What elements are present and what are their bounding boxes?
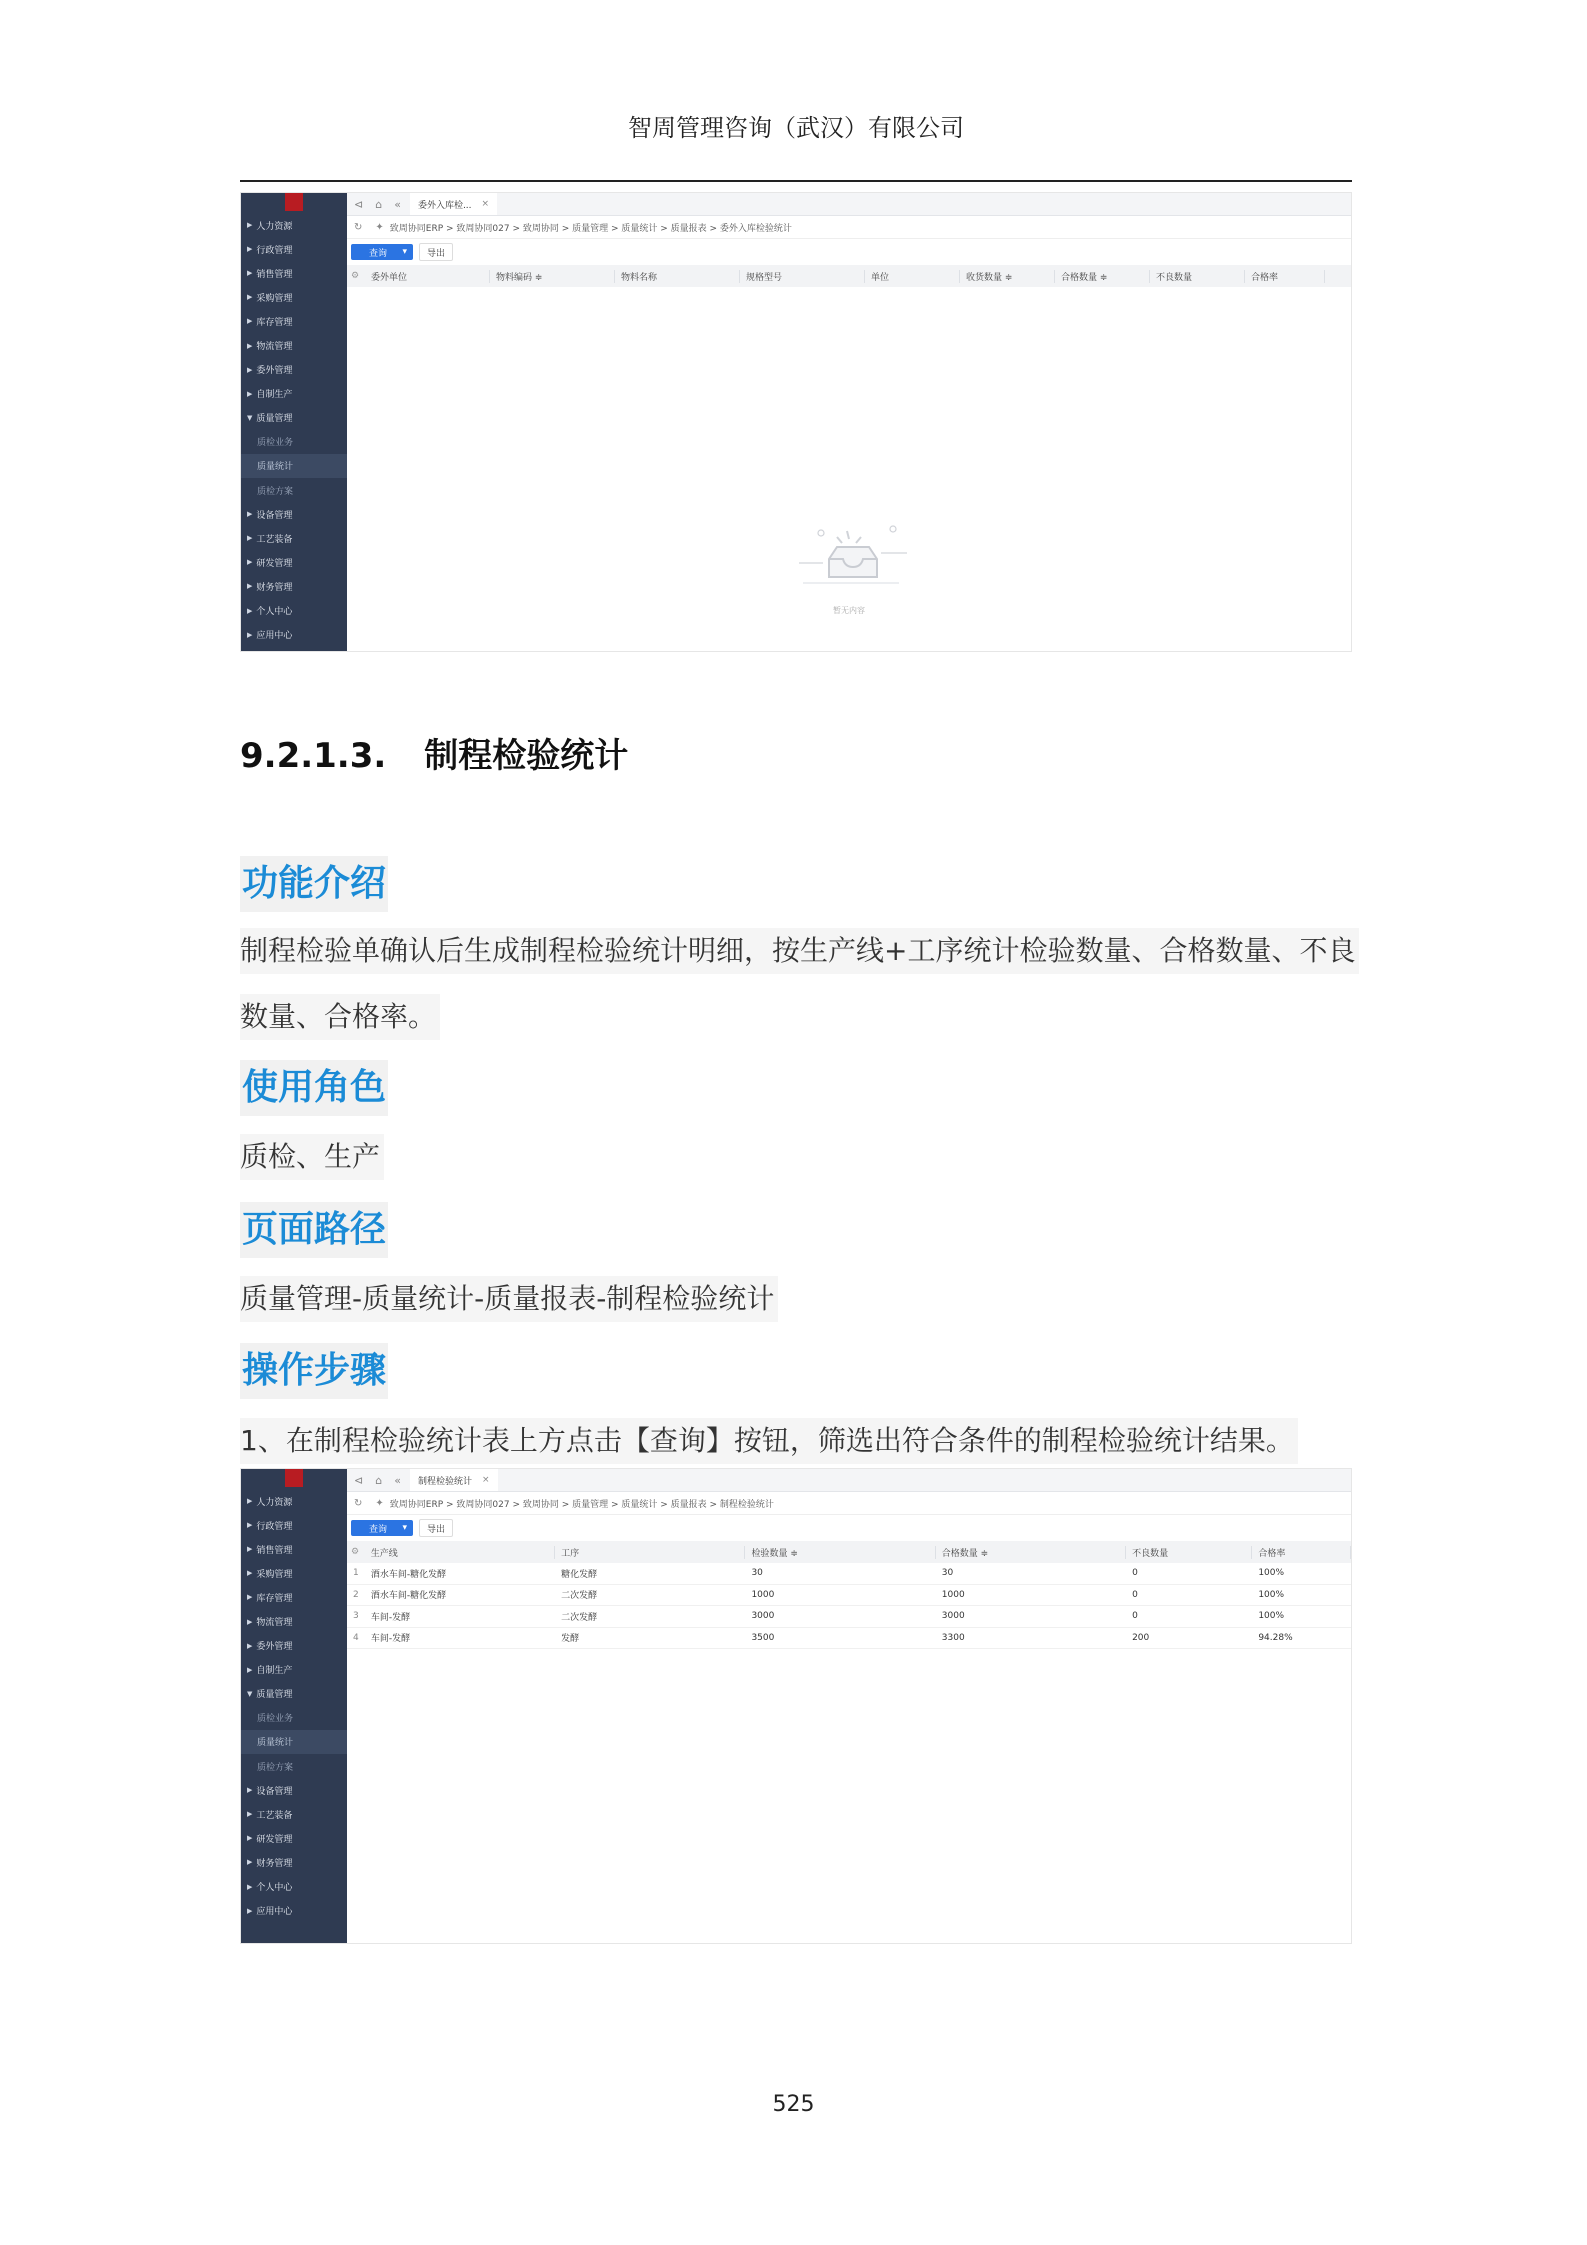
table-header: [347, 265, 1351, 287]
double-left-icon[interactable]: «: [394, 197, 401, 211]
table-cell-line: 车间-发酵: [370, 1612, 411, 1623]
caret-right-icon: ▶: [247, 606, 253, 615]
intro-line-2: 数量、合格率。: [240, 994, 440, 1040]
sidebar-item-label: 物流管理: [256, 1618, 293, 1629]
roles-text: 质检、生产: [240, 1134, 384, 1180]
sidebar-list: [241, 1489, 347, 1923]
sidebar-item-label: 库存管理: [256, 1593, 293, 1604]
caret-right-icon: ▶: [247, 630, 253, 639]
breadcrumb-text: 致周协同ERP > 致周协同027 > 致周协同 > 质量管理 > 质量统计 > 质量报表 > 委外入库检验统计: [389, 223, 792, 234]
caret-right-icon: ▶: [247, 341, 253, 350]
sidebar-item-label: 行政管理: [256, 245, 293, 256]
sidebar-item[interactable]: [241, 1585, 347, 1609]
sidebar-item[interactable]: [241, 599, 347, 623]
caret-right-icon: ▶: [247, 389, 253, 398]
sidebar-item[interactable]: [241, 1754, 347, 1778]
toolbar: [347, 239, 1351, 265]
table-cell-qualified: 30: [941, 1568, 954, 1579]
home-icon[interactable]: ⌂: [375, 1473, 383, 1487]
table-cell-inspected: 3500: [751, 1632, 775, 1643]
sidebar-item[interactable]: [241, 237, 347, 261]
toolbar: [347, 1515, 1351, 1541]
export-button[interactable]: 导出: [419, 243, 453, 261]
table-cell-inspected: 30: [751, 1568, 763, 1579]
caret-right-icon: ▶: [247, 1497, 253, 1506]
section-number: 9.2.1.3.: [240, 736, 387, 776]
table-cell-process: 糖化发酵: [561, 1569, 598, 1580]
row-index: 4: [353, 1632, 359, 1643]
sidebar-item[interactable]: [241, 550, 347, 574]
caret-right-icon: ▶: [247, 1521, 253, 1530]
heading-steps: 操作步骤: [240, 1343, 388, 1399]
section-title-text: 制程检验统计: [424, 736, 629, 776]
caret-right-icon: ▶: [247, 1593, 253, 1602]
refresh-icon[interactable]: ↻: [354, 1497, 363, 1509]
column-header[interactable]: 单位: [865, 270, 960, 283]
table-cell-line: 酒水车间-糖化发酵: [370, 1591, 447, 1602]
sidebar-item[interactable]: [241, 526, 347, 550]
query-button[interactable]: 查询 ▾: [351, 244, 413, 260]
sidebar-item-label: 质量统计: [257, 1738, 294, 1749]
refresh-icon[interactable]: ↻: [354, 221, 363, 233]
sidebar-item-label: 质量管理: [256, 414, 293, 425]
sidebar-item-label: 采购管理: [256, 1569, 293, 1580]
table-cell-rate: 94.28%: [1258, 1632, 1293, 1643]
sidebar-item[interactable]: [241, 1778, 347, 1802]
sidebar-item[interactable]: [241, 333, 347, 357]
sidebar-item[interactable]: [241, 1826, 347, 1850]
screenshot-outsourced-inspection: [240, 192, 1352, 652]
column-header[interactable]: 合格数量 ≑: [936, 1546, 1126, 1559]
sidebar-item-label: 应用中心: [256, 1907, 293, 1918]
sidebar-item[interactable]: [241, 406, 347, 430]
tab-label: 制程检验统计: [417, 1476, 472, 1487]
collapse-icon[interactable]: ⊲: [354, 197, 364, 211]
table-cell-defective: 0: [1132, 1568, 1138, 1579]
row-index: 2: [353, 1589, 359, 1600]
sidebar-item-label: 质检业务: [257, 1714, 294, 1725]
app-logo: [241, 193, 347, 211]
table-cell-inspected: 1000: [751, 1589, 775, 1600]
column-header[interactable]: 合格率: [1245, 270, 1325, 283]
table-header: [347, 1541, 1351, 1563]
sidebar-item[interactable]: [241, 1537, 347, 1561]
table-cell-rate: 100%: [1258, 1589, 1285, 1600]
page-number: 525: [772, 2092, 815, 2117]
table-cell-rate: 100%: [1258, 1568, 1285, 1579]
table-cell-defective: 200: [1132, 1632, 1150, 1643]
table-cell-rate: 100%: [1258, 1611, 1285, 1622]
path-text: 质量管理-质量统计-质量报表-制程检验统计: [240, 1276, 778, 1322]
screenshot-process-inspection: [240, 1468, 1352, 1944]
table-cell-defective: 0: [1132, 1611, 1138, 1622]
caret-right-icon: ▶: [247, 365, 253, 374]
caret-right-icon: ▶: [247, 293, 253, 302]
pin-icon[interactable]: ✦: [375, 1497, 384, 1509]
tab-bar: [347, 1469, 1351, 1492]
sidebar-item[interactable]: [241, 1489, 347, 1513]
page-header: 智周管理咨询（武汉）有限公司: [628, 114, 964, 142]
sidebar-item-label: 销售管理: [256, 1545, 293, 1556]
gear-icon[interactable]: ⚙: [351, 271, 360, 281]
sidebar-item[interactable]: [241, 623, 347, 647]
column-header[interactable]: 收货数量 ≑: [960, 270, 1055, 283]
sidebar-item-label: 自制生产: [256, 1666, 293, 1677]
sidebar-item[interactable]: [241, 1634, 347, 1658]
pin-icon[interactable]: ✦: [375, 221, 384, 233]
tab-bar: [347, 193, 1351, 216]
gear-icon[interactable]: ⚙: [351, 1547, 360, 1557]
row-index: 3: [353, 1611, 359, 1622]
sidebar-item[interactable]: [241, 1682, 347, 1706]
sidebar-item[interactable]: [241, 1802, 347, 1826]
sidebar-item[interactable]: [241, 285, 347, 309]
caret-right-icon: ▶: [247, 1569, 253, 1578]
caret-right-icon: ▶: [247, 1786, 253, 1795]
caret-right-icon: ▶: [247, 582, 253, 591]
caret-right-icon: ▶: [247, 510, 253, 519]
table-row[interactable]: [347, 1606, 1351, 1628]
heading-roles: 使用角色: [240, 1060, 388, 1116]
caret-right-icon: ▶: [247, 1641, 253, 1650]
table-cell-qualified: 1000: [941, 1589, 965, 1600]
sidebar-item[interactable]: [241, 454, 347, 478]
sidebar-item[interactable]: [241, 1875, 347, 1899]
sidebar-item[interactable]: [241, 1609, 347, 1633]
sidebar-item-label: 质检方案: [257, 1762, 294, 1773]
sidebar-item-label: 工艺装备: [256, 534, 293, 545]
sidebar-item[interactable]: [241, 1513, 347, 1537]
column-header[interactable]: 物料名称: [615, 270, 740, 283]
sidebar-item-label: 采购管理: [256, 293, 293, 304]
table-cell-defective: 0: [1132, 1589, 1138, 1600]
tab-label: 委外入库检...: [417, 200, 472, 211]
sidebar-item-label: 财务管理: [256, 582, 293, 593]
sidebar-item[interactable]: [241, 1730, 347, 1754]
column-header[interactable]: 合格数量 ≑: [1055, 270, 1150, 283]
sidebar-item-label: 委外管理: [256, 1642, 293, 1653]
main-panel: [347, 1469, 1351, 1943]
column-header[interactable]: 检验数量 ≑: [745, 1546, 935, 1559]
caret-right-icon: ▶: [247, 317, 253, 326]
caret-right-icon: ▶: [247, 1665, 253, 1674]
caret-right-icon: ▶: [247, 221, 253, 230]
column-header[interactable]: 合格率: [1252, 1546, 1351, 1559]
caret-right-icon: ▶: [247, 1906, 253, 1915]
caret-down-icon: ▼: [247, 1689, 253, 1698]
sidebar-item-label: 质量管理: [256, 1690, 293, 1701]
sidebar-item[interactable]: [241, 574, 347, 598]
dropdown-icon: ▾: [402, 247, 407, 257]
table-row[interactable]: [347, 1628, 1351, 1650]
column-header[interactable]: 工序: [555, 1546, 745, 1559]
table-cell-qualified: 3300: [941, 1632, 965, 1643]
row-index: 1: [353, 1568, 359, 1579]
column-header[interactable]: 生产线: [365, 1546, 555, 1559]
caret-right-icon: ▶: [247, 558, 253, 567]
sidebar-item-label: 人力资源: [256, 221, 293, 232]
column-header[interactable]: 规格型号: [740, 270, 865, 283]
table-row[interactable]: [347, 1563, 1351, 1585]
sidebar-item-label: 研发管理: [256, 1834, 293, 1845]
caret-right-icon: ▶: [247, 1882, 253, 1891]
heading-path: 页面路径: [240, 1202, 388, 1258]
sidebar-item[interactable]: [241, 358, 347, 382]
sidebar-item-label: 自制生产: [256, 390, 293, 401]
sidebar: [241, 1469, 347, 1943]
sidebar-item[interactable]: [241, 478, 347, 502]
dropdown-icon: ▾: [402, 1523, 407, 1533]
sidebar-item-label: 个人中心: [256, 607, 293, 618]
empty-state: [347, 523, 1351, 616]
caret-right-icon: ▶: [247, 534, 253, 543]
close-icon[interactable]: ×: [481, 199, 490, 209]
sidebar-item[interactable]: [241, 1658, 347, 1682]
breadcrumb: [347, 1492, 1351, 1515]
sidebar-item-label: 工艺装备: [256, 1810, 293, 1821]
sidebar-item-label: 研发管理: [256, 558, 293, 569]
sidebar-item[interactable]: [241, 213, 347, 237]
sidebar-item[interactable]: [241, 1706, 347, 1730]
sidebar-item-label: 库存管理: [256, 317, 293, 328]
sidebar-item[interactable]: [241, 430, 347, 454]
column-header[interactable]: 不良数量: [1126, 1546, 1252, 1559]
close-icon[interactable]: ×: [481, 1475, 490, 1485]
sidebar-item-label: 物流管理: [256, 342, 293, 353]
heading-intro: 功能介绍: [240, 856, 388, 912]
sidebar-item-label: 应用中心: [256, 631, 293, 642]
caret-right-icon: ▶: [247, 1545, 253, 1554]
intro-line-1: 制程检验单确认后生成制程检验统计明细，按生产线+工序统计检验数量、合格数量、不良: [240, 928, 1359, 974]
collapse-icon[interactable]: ⊲: [354, 1473, 364, 1487]
home-icon[interactable]: ⌂: [375, 197, 383, 211]
empty-text: 暂无内容: [833, 606, 865, 615]
sidebar-item-label: 行政管理: [256, 1521, 293, 1532]
sidebar-item-label: 委外管理: [256, 366, 293, 377]
caret-down-icon: ▼: [247, 413, 253, 422]
sidebar: [241, 193, 347, 651]
step-1-text: 1、在制程检验统计表上方点击【查询】按钮，筛选出符合条件的制程检验统计结果。: [240, 1418, 1298, 1464]
caret-right-icon: ▶: [247, 1810, 253, 1819]
table-cell-line: 酒水车间-糖化发酵: [370, 1569, 447, 1580]
breadcrumb: [347, 216, 1351, 239]
sidebar-item-label: 销售管理: [256, 269, 293, 280]
sidebar-item[interactable]: [241, 261, 347, 285]
caret-right-icon: ▶: [247, 1834, 253, 1843]
table-cell-process: 二次发酵: [561, 1612, 598, 1623]
empty-box-icon: [789, 523, 909, 593]
sidebar-item-label: 设备管理: [256, 510, 293, 521]
tab-process-inspection[interactable]: [410, 1469, 498, 1491]
table-cell-process: 发酵: [561, 1634, 580, 1645]
sidebar-item[interactable]: [241, 382, 347, 406]
column-header[interactable]: 委外单位: [365, 270, 490, 283]
sidebar-item-label: 质检方案: [257, 486, 294, 497]
caret-right-icon: ▶: [247, 269, 253, 278]
main-panel: [347, 193, 1351, 651]
sidebar-item[interactable]: [241, 1899, 347, 1923]
sidebar-item[interactable]: [241, 1561, 347, 1585]
app-logo: [241, 1469, 347, 1487]
table-cell-process: 二次发酵: [561, 1591, 598, 1602]
sidebar-item-label: 质量统计: [257, 462, 294, 473]
sidebar-list: [241, 213, 347, 647]
table-cell-inspected: 3000: [751, 1611, 775, 1622]
caret-right-icon: ▶: [247, 245, 253, 254]
query-button[interactable]: 查询 ▾: [351, 1520, 413, 1536]
sidebar-item[interactable]: [241, 309, 347, 333]
table-body: [347, 1563, 1351, 1649]
sidebar-item-label: 设备管理: [256, 1786, 293, 1797]
caret-right-icon: ▶: [247, 1858, 253, 1867]
sidebar-item-label: 人力资源: [256, 1497, 293, 1508]
sidebar-item-label: 财务管理: [256, 1858, 293, 1869]
section-title: [240, 728, 628, 777]
sidebar-item-label: 质检业务: [257, 438, 294, 449]
table-cell-line: 车间-发酵: [370, 1634, 411, 1645]
sidebar-item[interactable]: [241, 502, 347, 526]
sidebar-item-label: 个人中心: [256, 1883, 293, 1894]
tab-outsourced-inspection[interactable]: [410, 193, 497, 215]
table-cell-qualified: 3000: [941, 1611, 965, 1622]
sidebar-item[interactable]: [241, 1850, 347, 1874]
column-header[interactable]: 不良数量: [1150, 270, 1245, 283]
column-header[interactable]: 物料编码 ≑: [490, 270, 615, 283]
header-rule: [240, 180, 1352, 182]
caret-right-icon: ▶: [247, 1617, 253, 1626]
double-left-icon[interactable]: «: [394, 1473, 401, 1487]
table-row[interactable]: [347, 1585, 1351, 1607]
export-button[interactable]: 导出: [419, 1519, 453, 1537]
breadcrumb-text: 致周协同ERP > 致周协同027 > 致周协同 > 质量管理 > 质量统计 > 质量报表 > 制程检验统计: [389, 1499, 774, 1510]
